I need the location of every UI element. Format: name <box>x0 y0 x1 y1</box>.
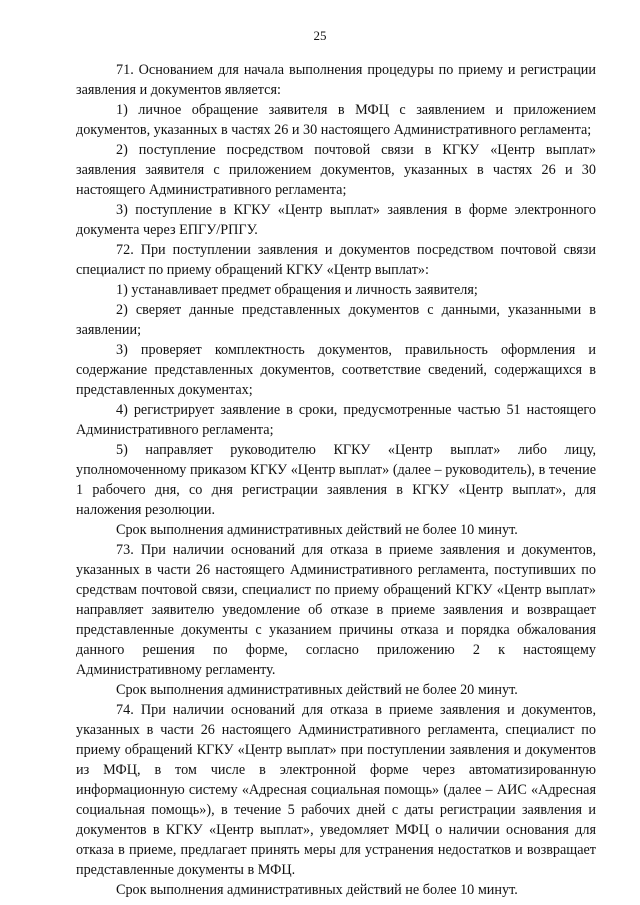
document-body <box>76 60 596 900</box>
paragraph-73: 73. При наличии оснований для отказа в приеме заявления и документов, указанных в части 26 настоящего Административного регламента, поступивших по средствам почтовой связи, специалист по приему обращений КГКУ «Центр выплат» направляет заявителю уведомление об отказе в приеме заявления и возвращает представленные документы с указанием причины отказа и порядка обжалования данного решения по форме, согласно приложению 2 к настоящему Административному регламенту. <box>76 542 596 678</box>
paragraph-72-item-2: 2) сверяет данные представленных документов с данными, указанными в заявлении; <box>76 302 596 338</box>
paragraph-72-item-4: 4) регистрирует заявление в сроки, предусмотренные частью 51 настоящего Административного регламента; <box>76 402 596 438</box>
paragraph-71: 71. Основанием для начала выполнения процедуры по приему и регистрации заявления и документов является: <box>76 62 596 98</box>
paragraph-72-item-5: 5) направляет руководителю КГКУ «Центр выплат» либо лицу, уполномоченному приказом КГКУ «Центр выплат» (далее – руководитель), в течение 1 рабочего дня, со дня регистрации заявления в КГКУ «Центр выплат», для наложения резолюции. <box>76 442 596 518</box>
paragraph-71-item-2: 2) поступление посредством почтовой связи в КГКУ «Центр выплат» заявления заявителя с приложением документов, указанных в частях 26 и 30 настоящего Административного регламента; <box>76 142 596 198</box>
paragraph-72-deadline: Срок выполнения административных действий не более 10 минут. <box>116 522 518 538</box>
paragraph-73-deadline: Срок выполнения административных действий не более 20 минут. <box>116 682 518 698</box>
paragraph-72-item-1: 1) устанавливает предмет обращения и личность заявителя; <box>116 282 478 298</box>
paragraph-74-deadline: Срок выполнения административных действий не более 10 минут. <box>116 882 518 898</box>
paragraph-72: 72. При поступлении заявления и документов посредством почтовой связи специалист по приему обращений КГКУ «Центр выплат»: <box>76 242 596 278</box>
paragraph-71-item-3: 3) поступление в КГКУ «Центр выплат» заявления в форме электронного документа через ЕПГУ/РПГУ. <box>76 202 596 238</box>
paragraph-74: 74. При наличии оснований для отказа в приеме заявления и документов, указанных в части 26 настоящего Административного регламента, специалист по приему обращений КГКУ «Центр выплат» при поступлении заявления и документов из МФЦ, в том числе в электронной форме через автоматизированную информационную систему «Адресная социальная помощь» (далее – АИС «Адресная социальная помощь»), в течение 5 рабочих дней с даты регистрации заявления и документов в КГКУ «Центр выплат», уведомляет МФЦ о наличии основания для отказа в приеме, предлагает принять меры для устранения недостатков и возвращает представленные документы в МФЦ. <box>76 702 596 878</box>
paragraph-72-item-3: 3) проверяет комплектность документов, правильность оформления и содержание представленных документов, соответствие сведений, содержащихся в представленных документах; <box>76 342 596 398</box>
page-number: 25 <box>313 28 327 43</box>
paragraph-71-item-1: 1) личное обращение заявителя в МФЦ с заявлением и приложением документов, указанных в частях 26 и 30 настоящего Административного регламента; <box>76 102 596 138</box>
